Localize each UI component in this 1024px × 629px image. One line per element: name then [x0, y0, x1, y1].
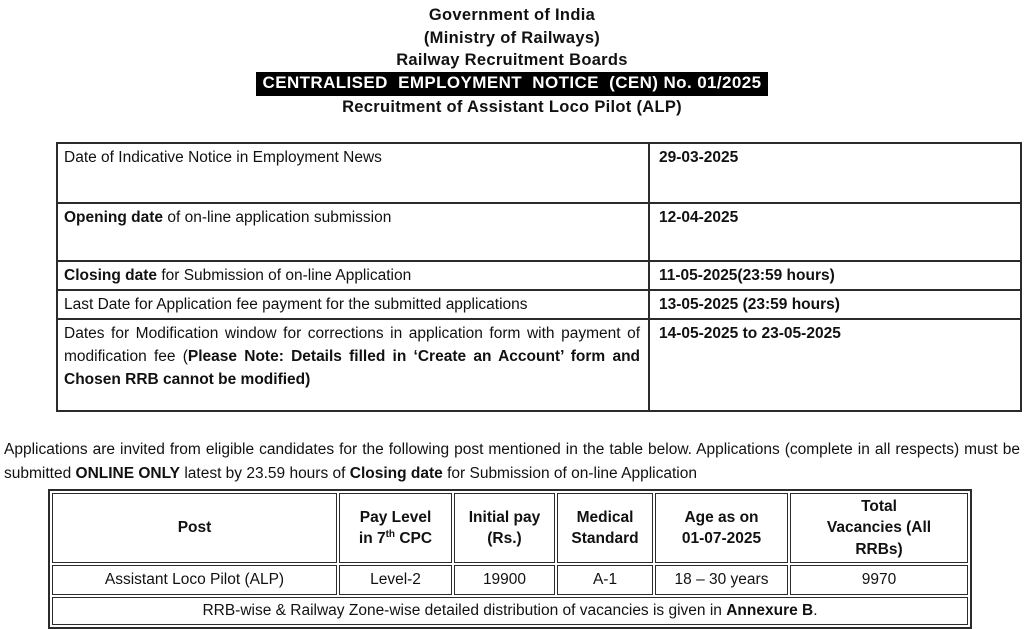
label-bold-text: Opening date: [64, 209, 164, 226]
label-text: of on-line application submission: [163, 209, 392, 226]
header-text: Age as on: [684, 508, 759, 526]
date-row-value: 12-04-2025: [649, 203, 1021, 261]
post-table-data-row: [52, 565, 968, 595]
intro-closing-date: Closing date: [349, 464, 443, 482]
label-text: Dates for Modification window for corrections in application form with payment of modification fee (: [64, 325, 640, 365]
intro-text: Applications are invited from eligible candidates for the following post mentioned in the table below. Applications (complete in all respects) must be submitted: [4, 441, 1020, 482]
header-ministry-of-railways: (Ministry of Railways): [423, 28, 601, 47]
annexure-b-reference: Annexure B: [726, 602, 814, 619]
notice-header: [0, 0, 1024, 118]
table-row: [57, 319, 1021, 411]
header-text: RRBs): [855, 540, 903, 558]
column-header-total-vacancies: [790, 493, 968, 563]
header-text: 01-07-2025: [681, 530, 762, 547]
intro-online-only: ONLINE ONLY: [75, 464, 181, 482]
post-details-table: [48, 489, 972, 629]
footer-text: .: [813, 602, 818, 619]
date-row-value: 13-05-2025 (23:59 hours): [649, 290, 1021, 319]
label-text: for Submission of on-line Application: [157, 267, 412, 284]
table-row: [57, 290, 1021, 319]
cen-banner-row: [0, 72, 1024, 96]
date-row-label: [57, 143, 649, 203]
cen-notice-banner: CENTRALISED EMPLOYMENT NOTICE (CEN) No. 01/2025: [256, 72, 769, 96]
post-table-footer-row: [52, 597, 968, 625]
date-row-label: [57, 290, 649, 319]
header-recruitment-subtitle: Recruitment of Assistant Loco Pilot (ALP): [342, 97, 682, 116]
header-text: Medical: [576, 508, 634, 526]
intro-text: latest by 23.59 hours of: [180, 464, 350, 482]
table-row: [57, 261, 1021, 290]
date-row-label: [57, 261, 649, 290]
important-dates-table: [56, 142, 1022, 412]
cell-pay-level: Level-2: [339, 565, 452, 595]
column-header-pay-level: [339, 493, 452, 563]
header-text: Standard: [571, 530, 639, 547]
cell-total-vacancies: 9970: [790, 565, 968, 595]
cell-medical-standard: A-1: [557, 565, 653, 595]
footer-text: RRB-wise & Railway Zone-wise detailed distribution of vacancies is given in: [202, 602, 727, 619]
header-text: CPC: [395, 530, 433, 547]
header-government-of-india: Government of India: [428, 6, 596, 24]
date-row-value: 11-05-2025(23:59 hours): [649, 261, 1021, 290]
date-row-label: [57, 319, 649, 411]
label-text: Last Date for Application fee payment for the submitted applications: [64, 296, 528, 313]
header-text: (Rs.): [487, 530, 522, 547]
header-text: Initial pay: [468, 508, 541, 526]
applications-intro-paragraph: [4, 438, 1020, 485]
post-table-header-row: [52, 493, 968, 563]
annexure-note: [52, 597, 968, 625]
column-header-initial-pay: [454, 493, 555, 563]
ordinal-superscript: th: [385, 528, 396, 540]
column-header-post: Post: [52, 493, 337, 563]
cell-initial-pay: 19900: [454, 565, 555, 595]
label-bold-text: Closing date: [64, 267, 158, 284]
label-bold-text: Please Note: Details filled in ‘Create an Account’ form and Chosen RRB cannot be modified): [64, 348, 641, 388]
column-header-medical-standard: [557, 493, 653, 563]
header-text: Total: [861, 497, 897, 515]
header-text: Vacancies (All: [826, 519, 932, 537]
header-text: Pay Level: [359, 508, 432, 526]
intro-text: for Submission of on-line Application: [442, 464, 697, 482]
cell-post: Assistant Loco Pilot (ALP): [52, 565, 337, 595]
column-header-age: [655, 493, 788, 563]
label-text: Date of Indicative Notice in Employment News: [64, 149, 382, 166]
cell-age: 18 – 30 years: [655, 565, 788, 595]
header-text: in 7: [358, 530, 386, 547]
date-row-label: [57, 203, 649, 261]
date-row-value: 14-05-2025 to 23-05-2025: [649, 319, 1021, 411]
date-row-value: 29-03-2025: [649, 143, 1021, 203]
table-row: [57, 203, 1021, 261]
header-railway-recruitment-boards: Railway Recruitment Boards: [396, 51, 628, 69]
table-row: [57, 143, 1021, 203]
